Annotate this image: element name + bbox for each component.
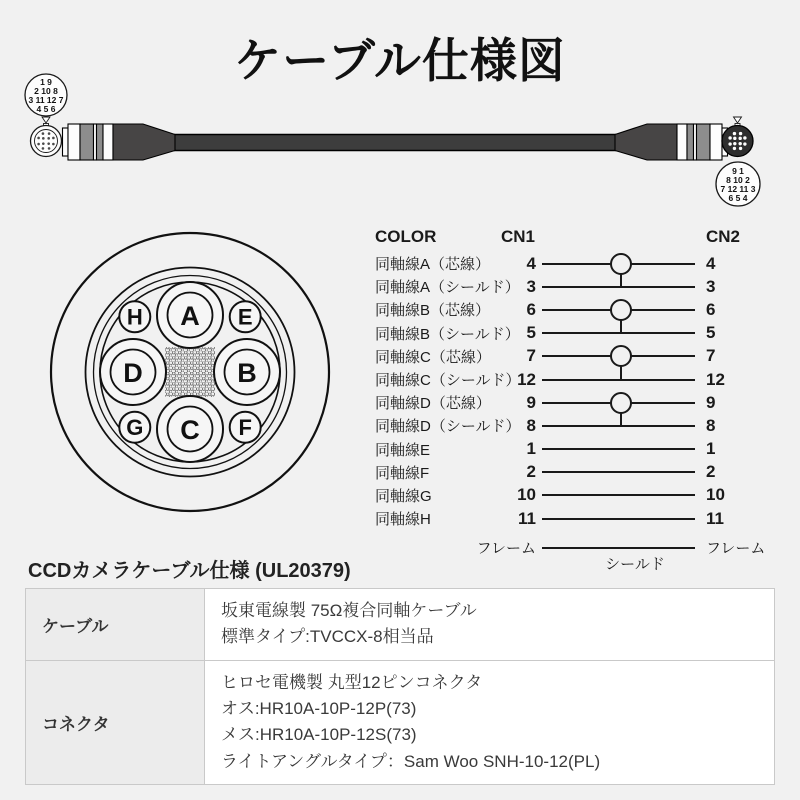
- core-e-label: E: [237, 304, 253, 330]
- wiring-row: [375, 507, 760, 530]
- wire-color-label: 同軸線G: [375, 487, 432, 505]
- pin-dot-icon: [739, 132, 742, 135]
- pin-dot-icon: [728, 142, 731, 145]
- core-c-label: C: [180, 415, 200, 445]
- svg-text:8 10 2: 8 10 2: [726, 175, 750, 185]
- spec-row-label: コネクタ: [26, 661, 205, 784]
- spec-table: [25, 588, 775, 785]
- wire-line: [542, 494, 695, 496]
- cn2-pin-number: 4: [706, 253, 716, 273]
- svg-text:9 1: 9 1: [732, 166, 744, 176]
- cn2-pin-number: 6: [706, 299, 716, 319]
- spec-row-value: [205, 661, 774, 784]
- wiring-row: [375, 345, 760, 368]
- left-connector-face-icon: [31, 124, 62, 157]
- wiring-row: [375, 391, 760, 414]
- pin-dot-icon: [739, 147, 742, 150]
- wire-line: [542, 518, 695, 520]
- cable-illustration: [0, 70, 800, 220]
- coax-shield-link: [620, 273, 622, 287]
- left-connector: [63, 124, 176, 160]
- cn2-pin-number: 11: [706, 508, 724, 528]
- frame-right-label: フレーム: [706, 540, 766, 558]
- spec-row-label: ケーブル: [26, 589, 205, 660]
- cn1-pin-number: 4: [526, 253, 536, 273]
- cn2-pin-number: 12: [706, 369, 725, 389]
- wiring-row: [375, 298, 760, 321]
- frame-left-label: フレーム: [476, 540, 536, 558]
- svg-text:6 5 4: 6 5 4: [728, 193, 748, 203]
- pin-dot-icon: [733, 142, 736, 145]
- core-a-label: A: [180, 301, 200, 331]
- right-connector: [615, 124, 728, 160]
- wire-color-label: 同軸線A（シールド）: [375, 279, 520, 297]
- pin-dot-icon: [733, 147, 736, 150]
- wire-color-label: 同軸線C（シールド）: [375, 372, 521, 390]
- pin-dot-icon: [52, 143, 55, 146]
- svg-text:7 12 11 3: 7 12 11 3: [720, 184, 756, 194]
- coax-core-icon: [610, 345, 632, 367]
- svg-text:4 5 6: 4 5 6: [36, 104, 56, 114]
- wiring-row: [375, 368, 760, 391]
- wire-line: [542, 425, 695, 427]
- wiring-row: [375, 438, 760, 461]
- core-h-label: H: [126, 304, 143, 330]
- cn1-pin-number: 5: [526, 323, 536, 343]
- wiring-row: [375, 252, 760, 275]
- cn2-pin-number: 3: [706, 276, 716, 296]
- pin-dot-icon: [48, 132, 51, 135]
- wiring-header-color: COLOR: [375, 227, 437, 246]
- pin-dot-icon: [733, 132, 736, 135]
- wire-color-label: 同軸線H: [375, 511, 431, 529]
- pin-dot-icon: [47, 142, 50, 145]
- pin-dot-icon: [42, 132, 45, 135]
- wiring-rows: [375, 252, 760, 530]
- spec-text-line: 標準タイプ:TVCCX-8相当品: [221, 627, 434, 647]
- spec-text-line: オス:HR10A-10P-12P(73): [221, 699, 417, 719]
- spec-text-line: ヒロセ電機製 丸型12ピンコネクタ: [221, 672, 483, 692]
- cn2-pin-number: 2: [706, 462, 716, 482]
- cn2-pin-number: 5: [706, 323, 716, 343]
- pin-dot-icon: [47, 137, 50, 140]
- wiring-row: [375, 414, 760, 437]
- pin-dot-icon: [42, 137, 45, 140]
- cable-body: [172, 135, 618, 151]
- coax-shield-link: [620, 365, 622, 379]
- core-f-label: F: [238, 415, 252, 440]
- pin-dot-icon: [48, 147, 51, 150]
- wire-line: [542, 379, 695, 381]
- pin-dot-icon: [743, 142, 746, 145]
- cn2-pin-number: 10: [706, 485, 725, 505]
- coax-shield-link: [620, 412, 622, 426]
- spec-table-row: [26, 589, 774, 660]
- coax-core-icon: [610, 253, 632, 275]
- pin-dot-icon: [42, 142, 45, 145]
- wire-color-label: 同軸線D（シールド）: [375, 418, 521, 436]
- wire-color-label: 同軸線B（シールド）: [375, 325, 520, 343]
- pin-dot-icon: [52, 137, 55, 140]
- cn1-pin-number: 3: [526, 276, 536, 296]
- wiring-row: [375, 484, 760, 507]
- spec-text-line: 坂東電線製 75Ω複合同軸ケーブル: [221, 601, 477, 620]
- left-pin-numbering-icon: [25, 74, 67, 116]
- pin-dot-icon: [42, 147, 45, 150]
- wiring-header-cn1: CN1: [500, 227, 535, 246]
- spec-table-row: [26, 660, 774, 784]
- cn1-pin-number: 10: [517, 485, 536, 505]
- wiring-row: [375, 322, 760, 345]
- cn1-pin-number: 2: [526, 462, 536, 482]
- cn1-pin-number: 7: [526, 346, 536, 366]
- right-pin-numbering-icon: [716, 162, 760, 206]
- cn2-pin-number: 9: [706, 392, 716, 412]
- svg-text:1 9: 1 9: [40, 77, 52, 87]
- core-g-label: G: [126, 415, 144, 440]
- wiring-diagram: [375, 226, 766, 574]
- frame-row: [375, 536, 766, 574]
- wire-color-label: 同軸線B（芯線）: [375, 302, 491, 320]
- core-d-label: D: [123, 358, 143, 388]
- cn1-pin-number: 9: [526, 392, 536, 412]
- wiring-header-cn2: CN2: [706, 227, 741, 246]
- wire-color-label: 同軸線E: [375, 441, 431, 459]
- wiring-row: [375, 461, 760, 484]
- pin-dot-icon: [738, 142, 741, 145]
- core-b-label: B: [237, 358, 257, 388]
- shield-label: シールド: [605, 556, 665, 574]
- cn1-pin-number: 1: [526, 439, 536, 459]
- wire-color-label: 同軸線D（芯線）: [375, 395, 491, 413]
- cn2-pin-number: 1: [706, 439, 716, 459]
- cn2-pin-number: 8: [706, 415, 716, 435]
- center-filler: [165, 347, 215, 397]
- cn1-pin-number: 12: [517, 369, 536, 389]
- wire-color-label: 同軸線F: [375, 464, 430, 482]
- spec-text-line: ライトアングルタイプ：Sam Woo SNH-10-12(PL): [221, 751, 601, 771]
- pin-dot-icon: [733, 137, 736, 140]
- wire-line: [542, 448, 695, 450]
- pin-dot-icon: [37, 143, 40, 146]
- wiring-header: [375, 226, 760, 248]
- cable-cross-section: [40, 222, 340, 522]
- svg-text:2 10 8: 2 10 8: [34, 86, 58, 96]
- shield-wire-line: [542, 547, 695, 549]
- left-orientation-marker-icon: [42, 117, 50, 123]
- pin-dot-icon: [743, 136, 746, 139]
- wire-line: [542, 286, 695, 288]
- pin-dot-icon: [37, 137, 40, 140]
- coax-shield-link: [620, 319, 622, 333]
- page-title: ケーブル仕様図: [234, 34, 566, 87]
- wiring-row: [375, 275, 760, 298]
- pin-dot-icon: [738, 137, 741, 140]
- svg-text:3 11 12 7: 3 11 12 7: [28, 95, 64, 105]
- spec-heading: CCDカメラケーブル仕様 (UL20379): [28, 560, 351, 582]
- cn2-pin-number: 7: [706, 346, 716, 366]
- coax-core-icon: [610, 392, 632, 414]
- right-orientation-marker-icon: [734, 117, 742, 123]
- wire-color-label: 同軸線C（芯線）: [375, 348, 491, 366]
- wire-line: [542, 332, 695, 334]
- wire-color-label: 同軸線A（芯線）: [375, 256, 491, 274]
- pin-dot-icon: [728, 136, 731, 139]
- cn1-pin-number: 6: [526, 299, 536, 319]
- cn1-pin-number: 11: [518, 508, 536, 528]
- cn1-pin-number: 8: [526, 415, 536, 435]
- wire-line: [542, 471, 695, 473]
- coax-core-icon: [610, 299, 632, 321]
- spec-text-line: メス:HR10A-10P-12S(73): [221, 725, 417, 745]
- spec-row-value: [205, 589, 774, 660]
